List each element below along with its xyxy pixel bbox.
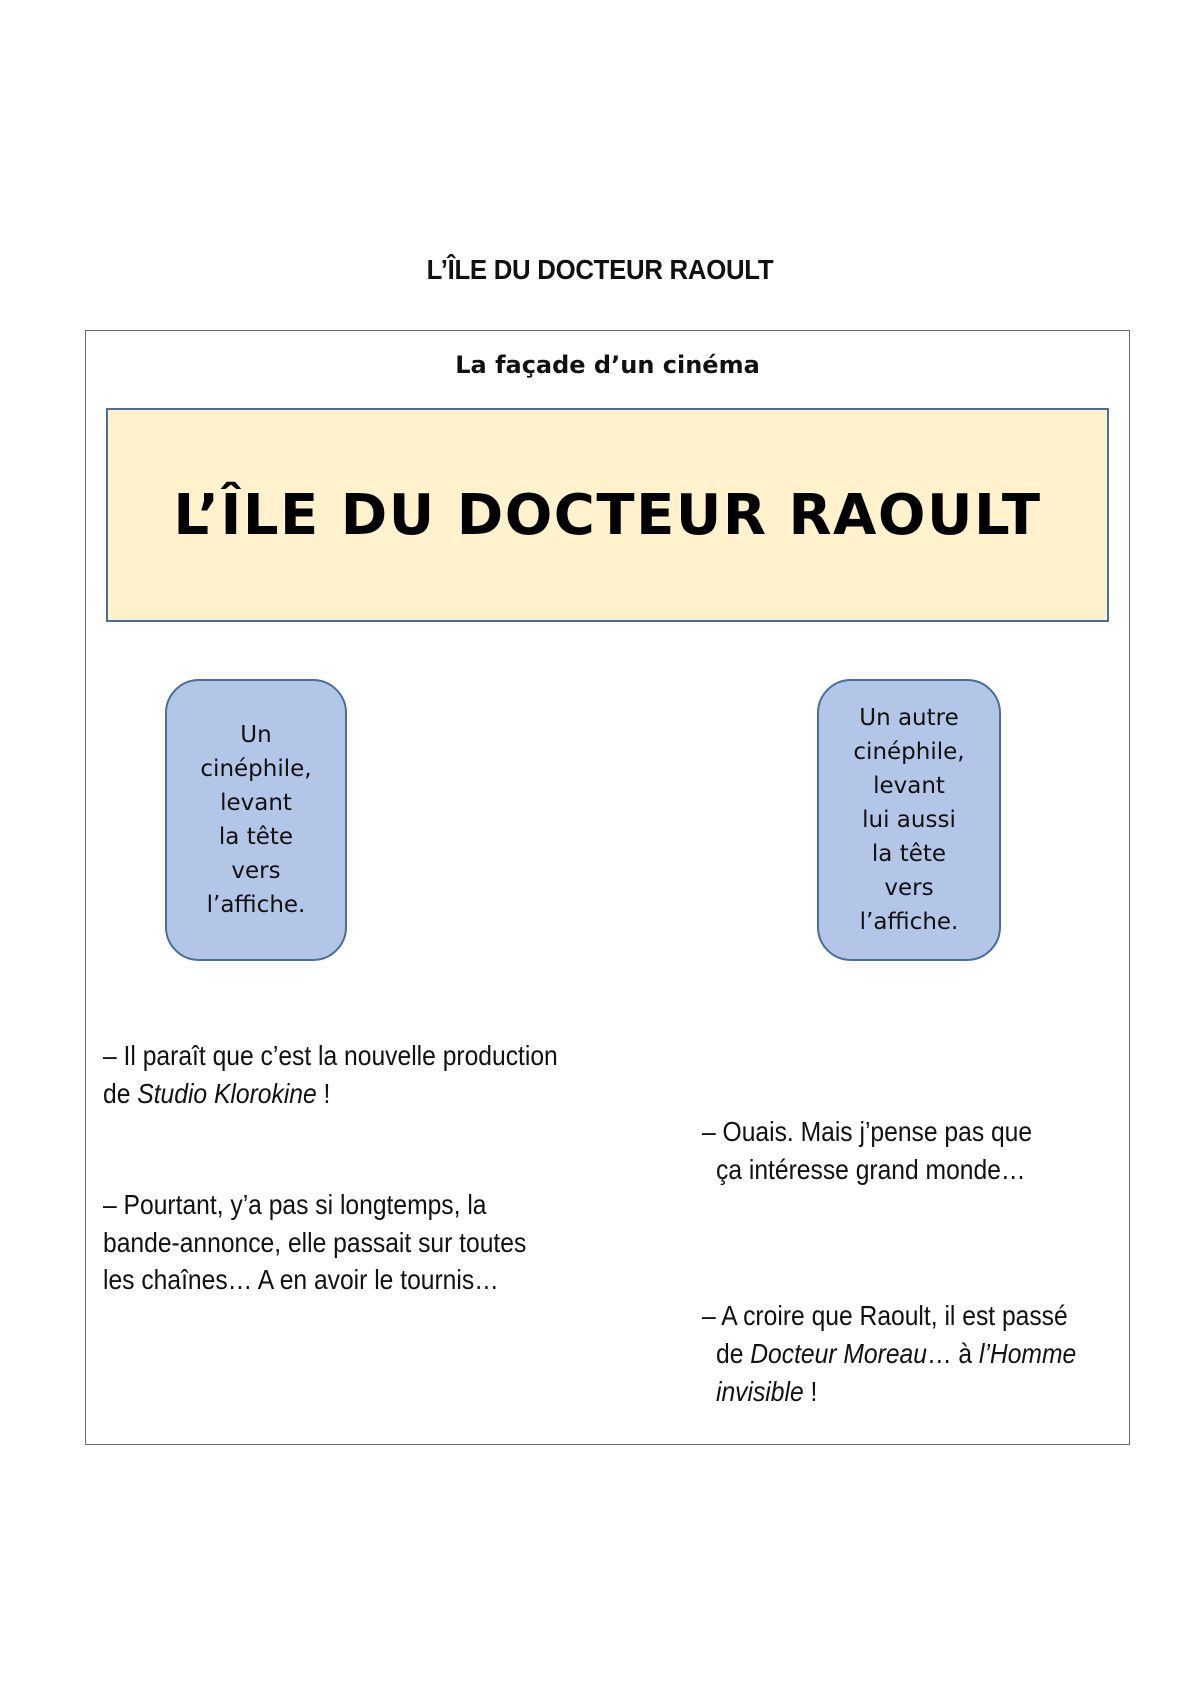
studio-name: Studio Klorokine — [137, 1078, 317, 1109]
scene-label: La façade d’un cinéma — [455, 351, 760, 379]
cinema-marquee — [106, 408, 1109, 622]
dialogue-left-2-line-1: – Pourtant, y’a pas si longtemps, la — [103, 1189, 487, 1220]
dialogue-right-2-line-1: – A croire que Raoult, il est passé — [702, 1300, 1068, 1331]
character-right-box: Un autre cinéphile, levant lui aussi la tête vers l’affiche. — [817, 679, 1001, 961]
dialogue-left-2-line-3: les chaînes… A en avoir le tournis… — [103, 1264, 499, 1295]
marquee-title: L’ÎLE DU DOCTEUR RAOULT — [173, 482, 1042, 548]
film-title-moreau: Docteur Moreau — [750, 1338, 927, 1369]
film-title-homme: l’Homme — [978, 1338, 1077, 1369]
dialogue-right-2-line-3: invisible ! — [716, 1376, 818, 1407]
dialogue-left-1-line-1: – Il paraît que c’est la nouvelle production — [103, 1040, 558, 1071]
dialogue-left-1-line-2: de Studio Klorokine ! — [103, 1078, 331, 1109]
dialogue-right-1-line-2: ça intéresse grand monde… — [716, 1154, 1026, 1185]
dialogue-left-2-line-2: bande-annonce, elle passait sur toutes — [103, 1227, 527, 1258]
character-left-box: Un cinéphile, levant la tête vers l’affiche. — [165, 679, 347, 961]
dialogue-right-2-line-2: de Docteur Moreau… à l’Homme — [716, 1338, 1077, 1369]
dialogue-right-1-line-1: – Ouais. Mais j’pense pas que — [702, 1116, 1033, 1147]
page-title: L’ÎLE DU DOCTEUR RAOULT — [426, 254, 774, 285]
